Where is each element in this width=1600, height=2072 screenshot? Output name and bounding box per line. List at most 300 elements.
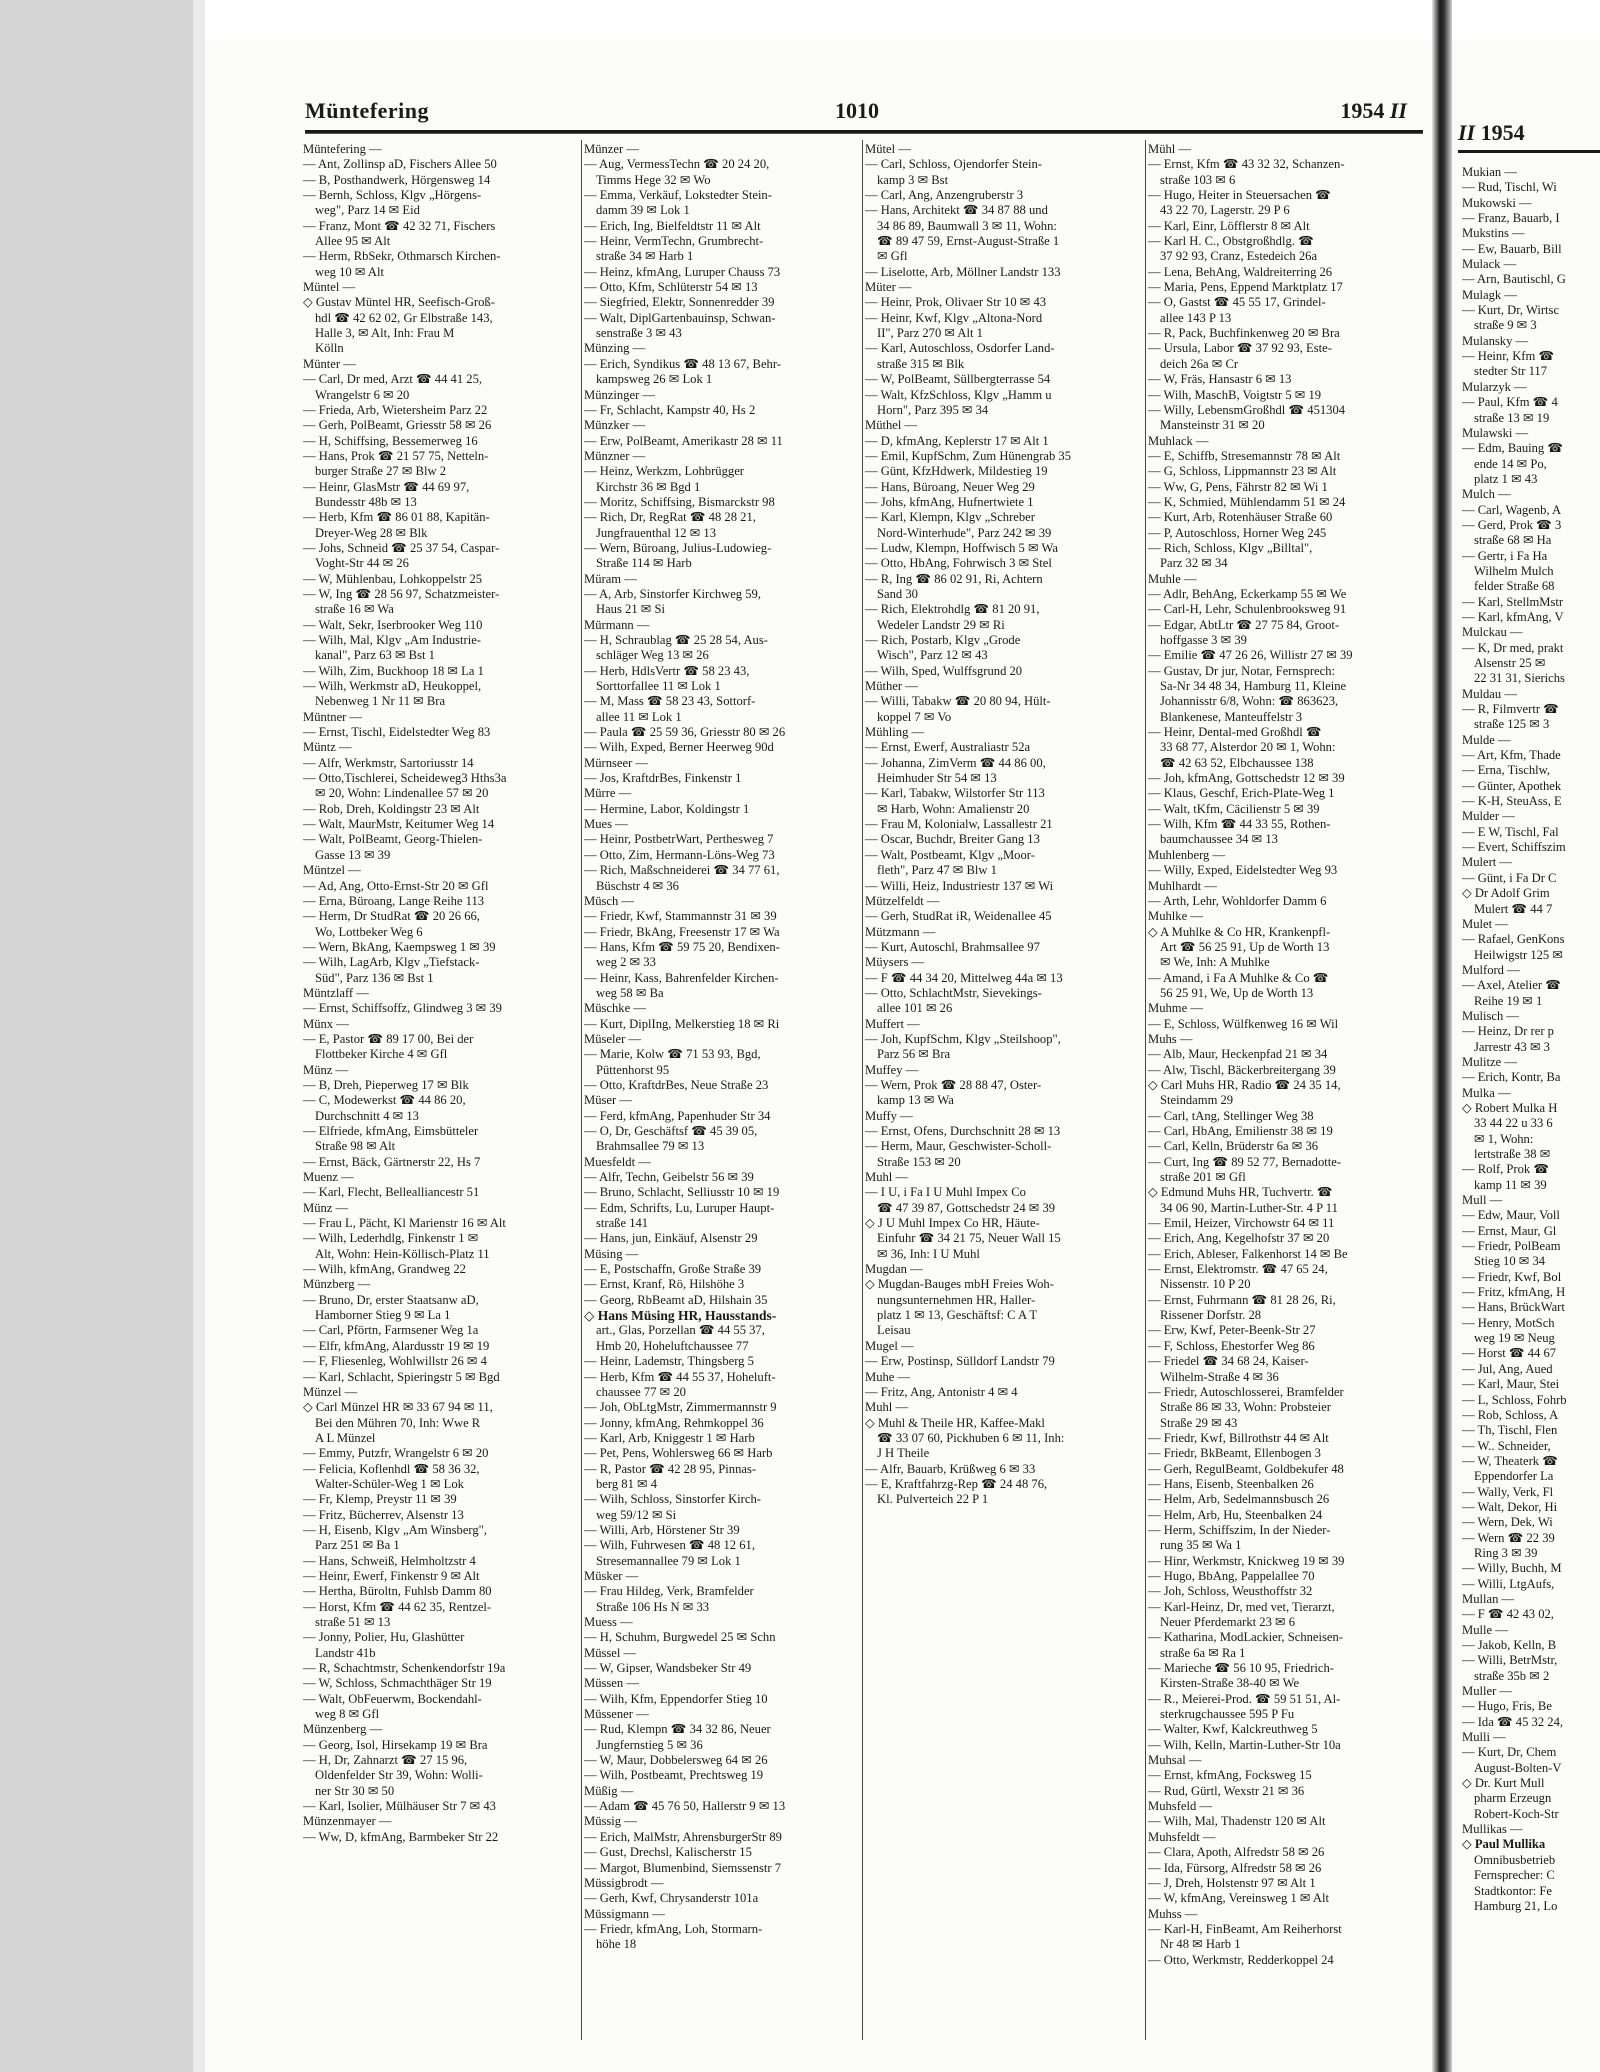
directory-entry-line: — Rob, Dreh, Koldingstr 23 ✉ Alt <box>303 801 480 816</box>
directory-entry-line: — Karl, Tabakw, Wilstorfer Str 113 <box>865 786 1045 801</box>
directory-entry-line: sterkrugchaussee 595 P Fu <box>1160 1707 1295 1722</box>
surname-heading: Mull — <box>1462 1193 1503 1208</box>
directory-entry-line: — Edm, Bauing ☎ <box>1462 441 1564 456</box>
surname-heading: Mulckau — <box>1462 625 1523 640</box>
directory-entry-line: ◇ Dr. Kurt Mull <box>1462 1776 1545 1791</box>
directory-entry-line: Dreyer-Weg 28 ✉ Blk <box>315 525 428 540</box>
directory-entry-line: ◇ A Muhlke & Co HR, Krankenpfl- <box>1148 924 1331 939</box>
column-divider <box>1145 140 1146 2040</box>
directory-entry-line: Parz 32 ✉ 34 <box>1160 556 1228 571</box>
directory-entry-line: — Willi, Heiz, Industriestr 137 ✉ Wi <box>865 878 1054 893</box>
directory-entry-line: Wilhelm Mulch <box>1474 563 1554 578</box>
directory-entry-line: — Wilh, LagArb, Klgv „Tiefstack- <box>303 955 480 970</box>
directory-entry-line: — Hugo, Fris, Be <box>1462 1699 1552 1714</box>
directory-entry-line: — Günt, KfzHdwerk, Mildestieg 19 <box>865 464 1048 479</box>
directory-entry-line: — Gustav, Dr jur, Notar, Fernsprech: <box>1148 663 1336 678</box>
directory-entry-line: weg 2 ✉ 33 <box>596 955 656 970</box>
directory-entry-line: — Maria, Pens, Eppend Marktplatz 17 <box>1148 280 1343 295</box>
directory-entry-line: Nord-Winterhude", Parz 242 ✉ 39 <box>877 525 1052 540</box>
surname-heading: Mulch — <box>1462 487 1511 502</box>
directory-entry-line: — Gerh, Kwf, Chrysanderstr 101a <box>584 1891 759 1906</box>
surname-heading: Müntel — <box>303 280 356 295</box>
directory-entry-line: — Heinr, Kfm ☎ <box>1462 349 1555 364</box>
surname-heading: Mürnseer — <box>584 755 649 770</box>
directory-entry-line: Durchschnitt 4 ✉ 13 <box>315 1108 419 1123</box>
directory-entry-line: weg 8 ✉ Gfl <box>315 1707 380 1722</box>
directory-entry-line: Straße 86 ✉ 33, Wohn: Probsteier <box>1160 1400 1331 1415</box>
surname-heading: Muldau — <box>1462 686 1517 701</box>
directory-entry-line: Leisau <box>877 1323 911 1338</box>
directory-entry-line: ☎ 47 39 87, Gottschedstr 24 ✉ 39 <box>877 1200 1056 1215</box>
directory-entry-line: Püttenhorst 95 <box>596 1062 670 1077</box>
surname-heading: Münzenmayer — <box>303 1814 392 1829</box>
directory-entry-line: — Willy, LebensmGroßhdl ☎ 451304 <box>1148 402 1346 417</box>
directory-entry-line: — Oscar, Buchdr, Breiter Gang 13 <box>865 832 1040 847</box>
surname-heading: Müßig — <box>584 1783 634 1798</box>
directory-entry-line: — Frieda, Arb, Wietersheim Parz 22 <box>303 402 488 417</box>
directory-entry-line: — Marieche ☎ 56 10 95, Friedrich- <box>1148 1661 1335 1676</box>
directory-entry-line: chaussee 77 ✉ 20 <box>596 1384 686 1399</box>
directory-entry-line: — Gust, Drechsl, Kalischerstr 15 <box>584 1845 752 1860</box>
directory-entry-line: allee 143 P 13 <box>1160 310 1232 325</box>
directory-entry-line: — Otto, Zim, Hermann-Löns-Weg 73 <box>584 847 775 862</box>
directory-entry-line: — Gerd, Prok ☎ 3 <box>1462 517 1562 532</box>
surname-heading: Muenz — <box>303 1170 354 1185</box>
directory-entry-line: — Evert, Schiffszim <box>1462 840 1566 855</box>
directory-entry-line: Wilhelm-Straße 4 ✉ 36 <box>1160 1369 1279 1384</box>
directory-entry-line: straße 141 <box>596 1216 649 1231</box>
directory-entry-line: — W.. Schneider, <box>1462 1438 1551 1453</box>
directory-entry-line: — Hertha, Büroltn, Fuhlsb Damm 80 <box>303 1584 492 1599</box>
directory-entry-line: — Friedr, Kwf, Billrothstr 44 ✉ Alt <box>1148 1430 1329 1445</box>
directory-entry-line: — Friedr, BkAng, Freesenstr 17 ✉ Wa <box>584 924 780 939</box>
surname-heading: Müssigmann — <box>584 1906 665 1921</box>
directory-entry-line: — Wilh, MaschB, Voigtstr 5 ✉ 19 <box>1148 387 1322 402</box>
directory-entry-line: straße 68 ✉ Ha <box>1474 533 1552 548</box>
directory-entry-line: — L, Schloss, Fohrb <box>1462 1392 1567 1407</box>
surname-heading: Mukian — <box>1462 165 1517 179</box>
directory-entry-line: — Willi, Tabakw ☎ 20 80 94, Hült- <box>865 694 1051 709</box>
surname-heading: Müter — <box>865 280 912 295</box>
directory-entry-line: — Helm, Arb, Hu, Steenbalken 24 <box>1148 1507 1323 1522</box>
running-head-year: 1954 II <box>1340 98 1407 123</box>
directory-entry-line: Nissenstr. 10 P 20 <box>1160 1277 1251 1292</box>
directory-entry-line: Sand 30 <box>877 586 918 601</box>
directory-entry-line: Kirsten-Straße 38-40 ✉ We <box>1160 1676 1300 1691</box>
directory-entry-line: — Ant, Zollinsp aD, Fischers Allee 50 <box>303 157 497 172</box>
directory-entry-line: — Kurt, Arb, Rotenhäuser Straße 60 <box>1148 510 1333 525</box>
directory-entry-line: — Johanna, ZimVerm ☎ 44 86 00, <box>865 755 1046 770</box>
surname-heading: Müntzel — <box>303 863 361 878</box>
directory-entry-line: — Ew, Bauarb, Bill <box>1462 241 1562 256</box>
directory-entry-line: — Elfriede, kfmAng, Eimsbütteler <box>303 1124 479 1138</box>
surname-heading: Müram — <box>584 571 637 586</box>
surname-heading: Mulford — <box>1462 962 1520 977</box>
directory-entry-line: Landstr 41b <box>315 1645 376 1660</box>
surname-heading: Müntz — <box>303 740 352 755</box>
directory-entry-line: — K, Dr med, prakt <box>1462 640 1564 655</box>
directory-entry-line: — W, Theaterk ☎ <box>1462 1453 1558 1468</box>
directory-entry-line: — Ww, D, kfmAng, Barmbeker Str 22 <box>303 1829 499 1844</box>
surname-heading: Müthel — <box>865 418 918 433</box>
directory-entry-line: — Arth, Lehr, Wohldorfer Damm 6 <box>1148 893 1327 908</box>
directory-entry-line: — Wilh, Kfm, Eppendorfer Stieg 10 <box>584 1691 768 1706</box>
directory-entry-line: — Hinr, Werkmstr, Knickweg 19 ✉ 39 <box>1148 1553 1345 1568</box>
directory-entry-line: — E, Schloss, Wülfkenweg 16 ✉ Wil <box>1148 1016 1339 1031</box>
directory-entry-line: — Wilh, Werkmstr aD, Heukoppel, <box>303 679 482 694</box>
directory-entry-line: — Alfr, Techn, Geibelstr 56 ✉ 39 <box>584 1170 754 1185</box>
directory-entry-line: — Walt, tKfm, Cäcilienstr 5 ✉ 39 <box>1148 801 1320 816</box>
directory-entry-line: — F, Schloss, Ehestorfer Weg 86 <box>1148 1338 1315 1353</box>
directory-entry-line: — Friedr, Kwf, Bol <box>1462 1269 1562 1284</box>
directory-entry-line: Nebenweg 1 Nr 11 ✉ Bra <box>315 694 446 709</box>
directory-entry-line: — Erich, Kontr, Ba <box>1462 1070 1561 1085</box>
directory-entry-line: — Joh, kfmAng, Gottschedstr 12 ✉ 39 <box>1148 771 1345 786</box>
directory-entry-line: Alt, Wohn: Hein-Köllisch-Platz 11 <box>315 1246 490 1261</box>
directory-entry-line: art., Glas, Porzellan ☎ 44 55 37, <box>596 1323 765 1338</box>
directory-entry-line: ✉ Harb, Wohn: Amalienstr 20 <box>877 801 1030 816</box>
surname-heading: Mürre — <box>584 786 632 801</box>
directory-entry-line: — Emma, Verkäuf, Lokstedter Stein- <box>584 188 772 203</box>
directory-entry-line: — Erw, Postinsp, Sülldorf Landstr 79 <box>865 1354 1055 1369</box>
directory-entry-line: — Wilh, Kfm ☎ 44 33 55, Rothen- <box>1148 817 1331 832</box>
directory-entry-line: — Frau L, Pächt, Kl Marienstr 16 ✉ Alt <box>303 1216 506 1231</box>
directory-entry-line: — W, Fräs, Hansastr 6 ✉ 13 <box>1148 372 1292 387</box>
surname-heading: Münx — <box>303 1016 349 1031</box>
surname-heading: Mühl — <box>1148 142 1192 156</box>
directory-entry-line: — Erw, PolBeamt, Amerikastr 28 ✉ 11 <box>584 433 783 448</box>
directory-entry-line: Wedeler Landstr 29 ✉ Ri <box>877 617 1005 632</box>
directory-entry-line: — Henry, MotSch <box>1462 1315 1555 1330</box>
directory-entry-line: Voght-Str 44 ✉ 26 <box>315 556 409 571</box>
directory-entry-line: ☎ 33 07 60, Pickhuben 6 ✉ 11, Inh: <box>877 1430 1065 1445</box>
surname-heading: Muhme — <box>1148 1001 1203 1016</box>
directory-entry-line: — Karl, Maur, Stei <box>1462 1377 1560 1392</box>
directory-entry-line: — Bernh, Schloss, Klgv „Hörgens- <box>303 188 482 203</box>
directory-entry-line: Sa-Nr 34 48 34, Hamburg 11, Kleine <box>1160 679 1347 694</box>
directory-entry-line: Büschstr 4 ✉ 36 <box>596 878 679 893</box>
directory-entry-line: 34 86 89, Baumwall 3 ✉ 11, Wohn: <box>877 218 1057 233</box>
directory-entry-line: — Herb, Kfm ☎ 86 01 88, Kapitän- <box>303 510 490 525</box>
directory-entry-line: Parz 56 ✉ Bra <box>877 1047 951 1062</box>
directory-entry-line: weg 59/12 ✉ Si <box>596 1507 677 1522</box>
directory-entry-line: pharm Erzeugn <box>1474 1791 1552 1806</box>
directory-entry-line: Alsenstr 25 ✉ <box>1474 656 1546 670</box>
directory-entry-line: — Siegfried, Elektr, Sonnenredder 39 <box>584 295 775 310</box>
surname-heading: Muhlhardt — <box>1148 878 1217 893</box>
directory-entry-line: — Wilh, Lederhdlg, Finkenstr 1 ✉ <box>303 1231 479 1246</box>
directory-entry-line: Einfuhr ☎ 34 21 75, Neuer Wall 15 <box>877 1231 1061 1246</box>
directory-entry-line: — Bruno, Dr, erster Staatsanw aD, <box>303 1292 479 1307</box>
directory-entry-line: — Hermine, Labor, Koldingstr 1 <box>584 801 750 816</box>
directory-entry-line: — Friedr, BkBeamt, Ellenbogen 3 <box>1148 1446 1321 1461</box>
directory-entry-line: — Karl, Klempn, Klgv „Schreber <box>865 510 1035 525</box>
surname-heading: Muhsal — <box>1148 1753 1202 1768</box>
surname-heading: Müseler — <box>584 1031 642 1046</box>
directory-entry-line: Kölln <box>315 341 344 356</box>
surname-heading: Münzenberg — <box>303 1722 383 1737</box>
directory-entry-line: — Rud, Tischl, Wi <box>1462 180 1557 195</box>
surname-heading: Mukstins — <box>1462 226 1525 241</box>
surname-heading: Münz — <box>303 1062 349 1077</box>
directory-entry-line: koppel 7 ✉ Vo <box>877 709 952 724</box>
directory-entry-line: — Kurt, Autoschl, Brahmsallee 97 <box>865 939 1040 954</box>
directory-entry-line: — Karl, kfmAng, V <box>1462 609 1564 624</box>
directory-entry-line: — H, Eisenb, Klgv „Am Winsberg", <box>303 1522 487 1537</box>
directory-entry-line: straße 315 ✉ Blk <box>877 356 965 371</box>
directory-entry-line: — Walt, DiplGartenbauinsp, Schwan- <box>584 310 776 325</box>
directory-entry-line: — Heinz, Werkzm, Lohbrügger <box>584 464 744 479</box>
directory-entry-line: — Heinz, Dr rer p <box>1462 1024 1554 1039</box>
directory-entry-line: — R., Meierei-Prod. ☎ 59 51 51, Al- <box>1148 1691 1341 1706</box>
directory-entry-line: — Jonny, Polier, Hu, Glashütter <box>303 1630 465 1645</box>
surname-heading: Müsch — <box>584 893 635 908</box>
directory-entry-line: — W, Gipser, Wandsbeker Str 49 <box>584 1661 752 1676</box>
directory-entry-line: — Karl, StellmMstr <box>1462 594 1564 609</box>
directory-entry-line: — Pet, Pens, Wohlersweg 66 ✉ Harb <box>584 1446 773 1461</box>
directory-entry-line: Jungfrauenthal 12 ✉ 13 <box>596 525 717 540</box>
directory-entry-line: — Wern ☎ 22 39 <box>1462 1530 1555 1545</box>
directory-entry-line: — Carl, Dr med, Arzt ☎ 44 41 25, <box>303 372 483 387</box>
directory-entry-line: — Karl, Einr, Löfflerstr 8 ✉ Alt <box>1148 218 1310 233</box>
directory-entry-line: — Otto, Kfm, Schlüterstr 54 ✉ 13 <box>584 280 758 295</box>
directory-entry-line: — Heinr, Dental-med Großhdl ☎ <box>1148 725 1322 740</box>
surname-heading: Mularzyk — <box>1462 379 1527 394</box>
directory-entry-line: — Fritz, Ang, Antonistr 4 ✉ 4 <box>865 1384 1018 1399</box>
directory-entry-line: Ring 3 ✉ 39 <box>1474 1545 1538 1560</box>
directory-entry-line: — Friedr, Kwf, Stammannstr 31 ✉ 39 <box>584 909 777 924</box>
directory-column-4 <box>1148 142 1423 2042</box>
directory-entry-line: — Wilh, kfmAng, Grandweg 22 <box>303 1262 466 1277</box>
directory-entry-line: — Rafael, GenKons <box>1462 932 1565 947</box>
header-rule-thin <box>305 133 1423 134</box>
directory-entry-line: — Ernst, Ofens, Durchschnitt 28 ✉ 13 <box>865 1124 1061 1138</box>
directory-entry-line: — Alw, Tischl, Bäckerbreitergang 39 <box>1148 1062 1336 1077</box>
directory-entry-line: — Carl, HbAng, Emilienstr 38 ✉ 19 <box>1148 1124 1333 1138</box>
directory-entry-line: damm 39 ✉ Lok 1 <box>596 203 690 218</box>
directory-entry-line: — Heinr, Kass, Bahrenfelder Kirchen- <box>584 970 779 985</box>
surname-heading: Mützelfeldt — <box>865 893 940 908</box>
directory-entry-line: 22 31 31, Sierichs <box>1474 671 1565 686</box>
surname-heading: Mulansky — <box>1462 333 1529 348</box>
directory-entry-line: — Carl-H, Lehr, Schulenbrooksweg 91 <box>1148 602 1347 617</box>
directory-entry-line: — Wern, Dek, Wi <box>1462 1515 1553 1530</box>
directory-entry-line: ner Str 30 ✉ 50 <box>315 1783 395 1798</box>
directory-entry-line: kamp 13 ✉ Wa <box>877 1093 954 1108</box>
directory-entry-line: — F, Fliesenleg, Wohlwillstr 26 ✉ 4 <box>303 1354 487 1369</box>
directory-entry-line: ◇ Dr Adolf Grim <box>1462 886 1550 901</box>
directory-entry-line: — Paul, Kfm ☎ 4 <box>1462 395 1558 410</box>
surname-heading: Muller — <box>1462 1684 1513 1699</box>
directory-entry-line: Nr 48 ✉ Harb 1 <box>1160 1937 1241 1952</box>
directory-entry-line: — Gertr, i Fa Ha <box>1462 548 1548 563</box>
directory-entry-line: — Paula ☎ 25 59 36, Griesstr 80 ✉ 26 <box>584 725 786 740</box>
directory-entry-line: — Helm, Arb, Sedelmannsbusch 26 <box>1148 1492 1330 1507</box>
directory-entry-line: ◇ Carl Münzel HR ✉ 33 67 94 ✉ 11, <box>303 1400 493 1415</box>
directory-entry-line: — Friedel ☎ 34 68 24, Kaiser- <box>1148 1354 1309 1369</box>
surname-heading: Müssener — <box>584 1707 649 1722</box>
directory-entry-line: — Rich, Maßschneiderei ☎ 34 77 61, <box>584 863 780 878</box>
surname-heading: Mulert — <box>1462 855 1513 870</box>
directory-entry-line: — Friedr, kfmAng, Loh, Stormarn- <box>584 1921 763 1936</box>
directory-entry-line: platz 1 ✉ 43 <box>1474 471 1538 486</box>
directory-entry-line: — Elfr, kfmAng, Alardusstr 19 ✉ 19 <box>303 1338 490 1353</box>
directory-entry-line: ✉ We, Inh: A Muhlke <box>1160 955 1270 970</box>
directory-entry-line: — Karl-H, FinBeamt, Am Reiherhorst <box>1148 1921 1342 1936</box>
directory-entry-line: — Alb, Maur, Heckenpfad 21 ✉ 34 <box>1148 1047 1328 1062</box>
directory-entry-line: fleth", Parz 47 ✉ Blw 1 <box>877 863 997 878</box>
directory-entry-line: — Alfr, Werkmstr, Sartoriusstr 14 <box>303 755 474 770</box>
directory-entry-line: — F ☎ 42 43 02, <box>1462 1607 1554 1622</box>
directory-entry-line: — Ernst, Fuhrmann ☎ 81 28 26, Ri, <box>1148 1292 1336 1307</box>
directory-entry-line: — Walter, Kwf, Kalckreuthweg 5 <box>1148 1722 1318 1737</box>
directory-entry-line: — Wern, Büroang, Julius-Ludowieg- <box>584 540 772 555</box>
directory-entry-line: — Walt, Dekor, Hi <box>1462 1499 1558 1514</box>
directory-entry-line: — Hans, BrückWart <box>1462 1300 1565 1315</box>
directory-entry-line: — Edgar, AbtLtr ☎ 27 75 84, Groot- <box>1148 617 1340 632</box>
directory-entry-line: — Margot, Blumenbind, Siemssenstr 7 <box>584 1860 782 1875</box>
directory-entry-line: Jarrestr 43 ✉ 3 <box>1474 1039 1550 1054</box>
surname-heading: Muesfeldt — <box>584 1154 651 1169</box>
directory-entry-line: baumchaussee 34 ✉ 13 <box>1160 832 1278 847</box>
directory-entry-line: straße 34 ✉ Harb 1 <box>596 249 694 264</box>
surname-heading: Müntner — <box>303 709 363 724</box>
book-gutter <box>1432 0 1452 2072</box>
directory-entry-line: — Adam ☎ 45 76 50, Hallerstr 9 ✉ 13 <box>584 1799 786 1814</box>
directory-entry-line: — Emilie ☎ 47 26 26, Willistr 27 ✉ 39 <box>1148 648 1353 663</box>
surname-heading: Mullan — <box>1462 1591 1515 1606</box>
surname-heading: Mützmann — <box>865 924 936 939</box>
directory-entry-line: straße 103 ✉ 6 <box>1160 172 1236 187</box>
directory-entry-line: — Walt, KfzSchloss, Klgv „Hamm u <box>865 387 1052 402</box>
directory-entry-line: 33 68 77, Alsterdor 20 ✉ 1, Wohn: <box>1160 740 1336 755</box>
surname-heading: Mulka — <box>1462 1085 1511 1100</box>
directory-entry-line: Omnibusbetrieb <box>1474 1852 1556 1867</box>
surname-heading: Muhsfeld — <box>1148 1799 1213 1814</box>
directory-entry-line: — Karl H. C., Obstgroßhdlg. ☎ <box>1148 234 1314 249</box>
directory-entry-line: Gasse 13 ✉ 39 <box>315 847 391 862</box>
directory-entry-line: — Marie, Kolw ☎ 71 53 93, Bgd, <box>584 1047 761 1062</box>
directory-entry-line: — Wilh, Exped, Berner Heerweg 90d <box>584 740 774 755</box>
directory-entry-line: — R, Pastor ☎ 42 28 95, Pinnas- <box>584 1461 757 1476</box>
directory-entry-line: lertstraße 38 ✉ <box>1474 1147 1551 1161</box>
surname-heading: Müser — <box>584 1093 632 1108</box>
directory-entry-line: Parz 251 ✉ Ba 1 <box>315 1538 400 1553</box>
directory-entry-line: Mansteinstr 31 ✉ 20 <box>1160 418 1265 433</box>
directory-entry-line: — Edm, Schrifts, Lu, Luruper Haupt- <box>584 1200 775 1215</box>
directory-entry-line: weg 10 ✉ Alt <box>315 264 384 279</box>
directory-entry-line: — Ernst, Ewerf, Australiastr 52a <box>865 740 1031 755</box>
directory-entry-line: — Wern, Prok ☎ 28 88 47, Oster- <box>865 1077 1042 1092</box>
directory-entry-line: — Carl, Pförtn, Farmsener Weg 1a <box>303 1323 479 1338</box>
directory-entry-line: straße 51 ✉ 13 <box>315 1615 391 1629</box>
directory-entry-line: — M, Mass ☎ 58 23 43, Sottorf- <box>584 694 756 709</box>
directory-entry-line: Allee 95 ✉ Alt <box>315 234 391 249</box>
surname-heading: Müntzlaff — <box>303 985 369 1000</box>
directory-entry-line: — Horst ☎ 44 67 <box>1462 1346 1557 1361</box>
directory-entry-line: — Willi, LtgAufs, <box>1462 1576 1555 1591</box>
directory-entry-line: — Adlr, BehAng, Eckerkamp 55 ✉ We <box>1148 586 1347 601</box>
directory-entry-line: — Heinr, Lademstr, Thingsberg 5 <box>584 1354 754 1369</box>
directory-entry-line: — Fritz, kfmAng, H <box>1462 1285 1566 1300</box>
surname-heading: Mulagk — <box>1462 287 1517 302</box>
surname-heading: Münzer — <box>584 142 639 156</box>
surname-heading: Mugel — <box>865 1338 914 1353</box>
directory-entry-line: — Johs, kfmAng, Hufnertwiete 1 <box>865 494 1034 509</box>
directory-entry-line: — Rich, Dr, RegRat ☎ 48 28 21, <box>584 510 756 525</box>
directory-entry-line: — K-H, SteuAss, E <box>1462 794 1562 809</box>
directory-entry-line: Reihe 19 ✉ 1 <box>1474 993 1543 1008</box>
directory-entry-line: kamp 3 ✉ Bst <box>877 172 949 187</box>
directory-entry-line: — Fritz, Bücherrev, Alsenstr 13 <box>303 1507 464 1522</box>
directory-entry-line: kampsweg 26 ✉ Lok 1 <box>596 372 713 387</box>
directory-entry-line: — Rob, Schloss, A <box>1462 1407 1559 1422</box>
directory-entry-line: — Wilh, Postbeamt, Prechtsweg 19 <box>584 1768 764 1783</box>
directory-entry-line: — W, Ing ☎ 28 56 97, Schatzmeister- <box>303 586 500 601</box>
directory-entry-line: — Erich, Syndikus ☎ 48 13 67, Behr- <box>584 356 781 371</box>
directory-entry-line: ◇ J U Muhl Impex Co HR, Häute- <box>865 1216 1040 1231</box>
directory-entry-line: hoffgasse 3 ✉ 39 <box>1160 633 1247 647</box>
directory-entry-line: — Herb, Kfm ☎ 44 55 37, Hoheluft- <box>584 1369 776 1384</box>
directory-entry-line: — H, Dr, Zahnarzt ☎ 27 15 96, <box>303 1753 468 1768</box>
surname-heading: Muhl — <box>865 1170 909 1185</box>
surname-heading: Münzinger — <box>584 387 655 402</box>
directory-entry-line: — W, Schloss, Schmachthäger Str 19 <box>303 1676 492 1691</box>
directory-entry-line: Wrangelstr 6 ✉ 20 <box>315 387 410 402</box>
directory-entry-line: ✉ 20, Wohn: Lindenallee 57 ✉ 20 <box>315 786 489 801</box>
surname-heading: Mulitze — <box>1462 1054 1517 1069</box>
directory-entry-line: — Carl, Kelln, Brüderstr 6a ✉ 36 <box>1148 1139 1319 1154</box>
page-number: 1010 <box>835 98 879 123</box>
directory-entry-line: Haus 21 ✉ Si <box>596 602 665 617</box>
directory-entry-line: — Karl, Flecht, Bellealliancestr 51 <box>303 1185 480 1200</box>
directory-entry-line: — Jos, KraftdrBes, Finkenstr 1 <box>584 771 742 786</box>
directory-entry-line: ende 14 ✉ Po, <box>1474 456 1547 471</box>
directory-entry-line: Stieg 10 ✉ 34 <box>1474 1254 1546 1269</box>
surname-heading: Muess — <box>584 1615 633 1629</box>
directory-entry-line: — Erich, MalMstr, AhrensburgerStr 89 <box>584 1829 782 1844</box>
directory-entry-line: rung 35 ✉ Wa 1 <box>1160 1538 1242 1553</box>
directory-entry-line: Eppendorfer La <box>1474 1469 1554 1484</box>
directory-entry-line: — Wern, BkAng, Kaempsweg 1 ✉ 39 <box>303 939 496 954</box>
directory-entry-line: — R, Schachtmstr, Schenkendorfstr 19a <box>303 1661 506 1676</box>
directory-entry-line: schläger Weg 13 ✉ 26 <box>596 648 709 663</box>
directory-column-2 <box>584 142 859 2042</box>
directory-entry-line: — Heinz, kfmAng, Luruper Chauss 73 <box>584 264 781 279</box>
directory-entry-line: Heilwigstr 125 ✉ <box>1474 947 1563 962</box>
directory-entry-line: — Ludw, Klempn, Hoffwisch 5 ✉ Wa <box>865 540 1058 555</box>
directory-entry-line: — Heinr, VermTechn, Grumbrecht- <box>584 234 764 249</box>
directory-column-1 <box>303 142 578 2042</box>
directory-entry-line: — Katharina, ModLackier, Schneisen- <box>1148 1630 1343 1645</box>
surname-heading: Mukowski — <box>1462 195 1532 210</box>
directory-entry-line: 37 92 93, Cranz, Estedeich 26a <box>1160 249 1318 264</box>
directory-entry-line: — Karl, Isolier, Mülhäuser Str 7 ✉ 43 <box>303 1799 496 1814</box>
directory-entry-line: — C, Modewerkst ☎ 44 86 20, <box>303 1093 466 1108</box>
surname-heading: Münzing — <box>584 341 646 356</box>
directory-entry-line: — Günt, i Fa Dr C <box>1462 870 1557 885</box>
directory-entry-line: — H, Schraublag ☎ 25 28 54, Aus- <box>584 633 768 647</box>
directory-entry-line: — O, Gastst ☎ 45 55 17, Grindel- <box>1148 295 1326 310</box>
surname-heading: Muhlke — <box>1148 909 1203 924</box>
directory-entry-line: J H Theile <box>877 1446 930 1461</box>
directory-entry-line: — Herb, HdlsVertr ☎ 58 23 43, <box>584 663 750 678</box>
surname-heading: Mulle — <box>1462 1622 1508 1637</box>
directory-entry-line: — Rud, Gürtl, Wexstr 21 ✉ 36 <box>1148 1783 1305 1798</box>
facing-page-header: II 1954 <box>1458 120 1525 145</box>
directory-entry-line: — Jonny, kfmAng, Rehmkoppel 36 <box>584 1415 764 1430</box>
surname-heading: Münter — <box>303 356 356 371</box>
